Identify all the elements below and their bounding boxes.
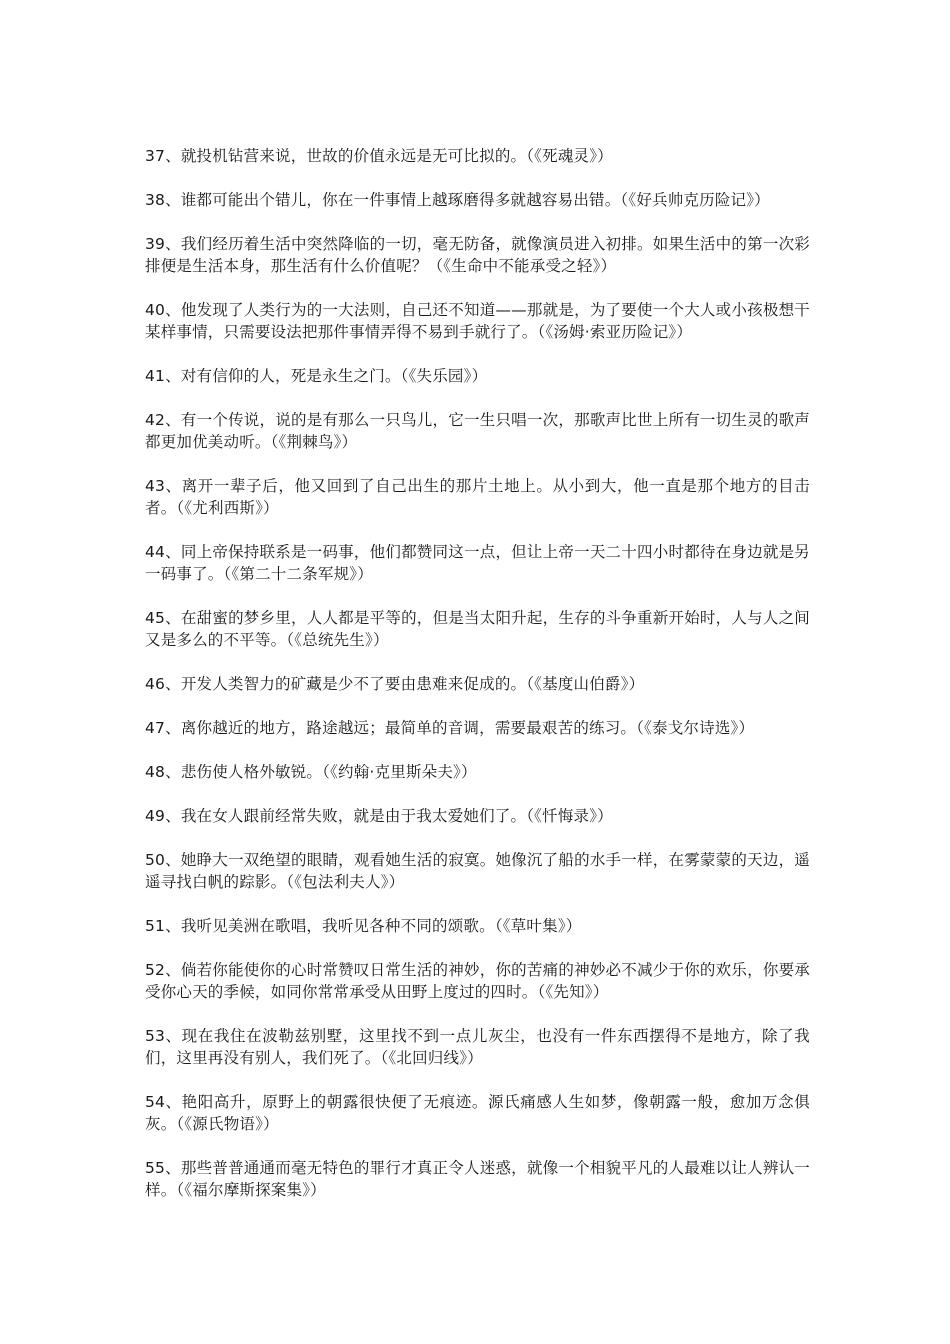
quote-item: 37、就投机钻营来说，世故的价值永远是无可比拟的。（《死魂灵》） <box>145 147 613 165</box>
quote-item: 54、艳阳高升，原野上的朝露很快便了无痕迹。源氏痛感人生如梦，像朝露一般，愈加万念俱灰。（《源氏物语》） <box>145 1093 810 1133</box>
quote-item: 52、倘若你能使你的心时常赞叹日常生活的神妙，你的苦痛的神妙必不减少于你的欢乐，你要承受你心天的季候，如同你常常承受从田野上度过的四时。（《先知》） <box>145 961 810 1001</box>
quote-item: 48、悲伤使人格外敏锐。（《约翰·克里斯朵夫》） <box>145 763 477 781</box>
quote-item: 41、对有信仰的人，死是永生之门。（《失乐园》） <box>145 367 488 385</box>
quote-item: 49、我在女人跟前经常失败，就是由于我太爱她们了。（《忏悔录》） <box>145 807 613 825</box>
quote-item: 55、那些普普通通而毫无特色的罪行才真正令人迷惑，就像一个相貌平凡的人最难以让人辨认一样。（《福尔摩斯探案集》） <box>145 1159 810 1199</box>
quote-item: 40、他发现了人类行为的一大法则，自己还不知道——那就是，为了要使一个大人或小孩极想干某样事情，只需要设法把那件事情弄得不易到手就行了。（《汤姆·索亚历险记》） <box>145 301 810 341</box>
quote-item: 43、离开一辈子后，他又回到了自己出生的那片土地上。从小到大，他一直是那个地方的目击者。（《尤利西斯》） <box>145 477 810 517</box>
quote-item: 50、她睁大一双绝望的眼睛，观看她生活的寂寞。她像沉了船的水手一样，在雾蒙蒙的天边，遥遥寻找白帆的踪影。（《包法利夫人》） <box>145 851 810 891</box>
quote-item: 39、我们经历着生活中突然降临的一切，毫无防备，就像演员进入初排。如果生活中的第一次彩排便是生活本身，那生活有什么价值呢？（《生命中不能承受之轻》） <box>145 235 810 275</box>
quote-item: 47、离你越近的地方，路途越远；最简单的音调，需要最艰苦的练习。（《泰戈尔诗选》） <box>145 719 755 737</box>
quote-item: 42、有一个传说，说的是有那么一只鸟儿，它一生只唱一次，那歌声比世上所有一切生灵的歌声都更加优美动听。（《荆棘鸟》） <box>145 411 810 451</box>
quote-item: 44、同上帝保持联系是一码事，他们都赞同这一点，但让上帝一天二十四小时都待在身边就是另一码事了。（《第二十二条军规》） <box>145 543 810 583</box>
quote-item: 51、我听见美洲在歌唱，我听见各种不同的颂歌。（《草叶集》） <box>145 917 582 935</box>
quote-item: 38、谁都可能出个错儿，你在一件事情上越琢磨得多就越容易出错。（《好兵帅克历险记》） <box>145 191 770 209</box>
quote-list <box>145 145 810 1223</box>
quote-item: 53、现在我住在波勒兹别墅，这里找不到一点儿灰尘，也没有一件东西摆得不是地方，除了我们，这里再没有别人，我们死了。（《北回归线》） <box>145 1027 810 1067</box>
quote-item: 45、在甜蜜的梦乡里，人人都是平等的，但是当太阳升起，生存的斗争重新开始时，人与人之间又是多么的不平等。（《总统先生》） <box>145 609 810 649</box>
quote-item: 46、开发人类智力的矿藏是少不了要由患难来促成的。（《基度山伯爵》） <box>145 675 645 693</box>
